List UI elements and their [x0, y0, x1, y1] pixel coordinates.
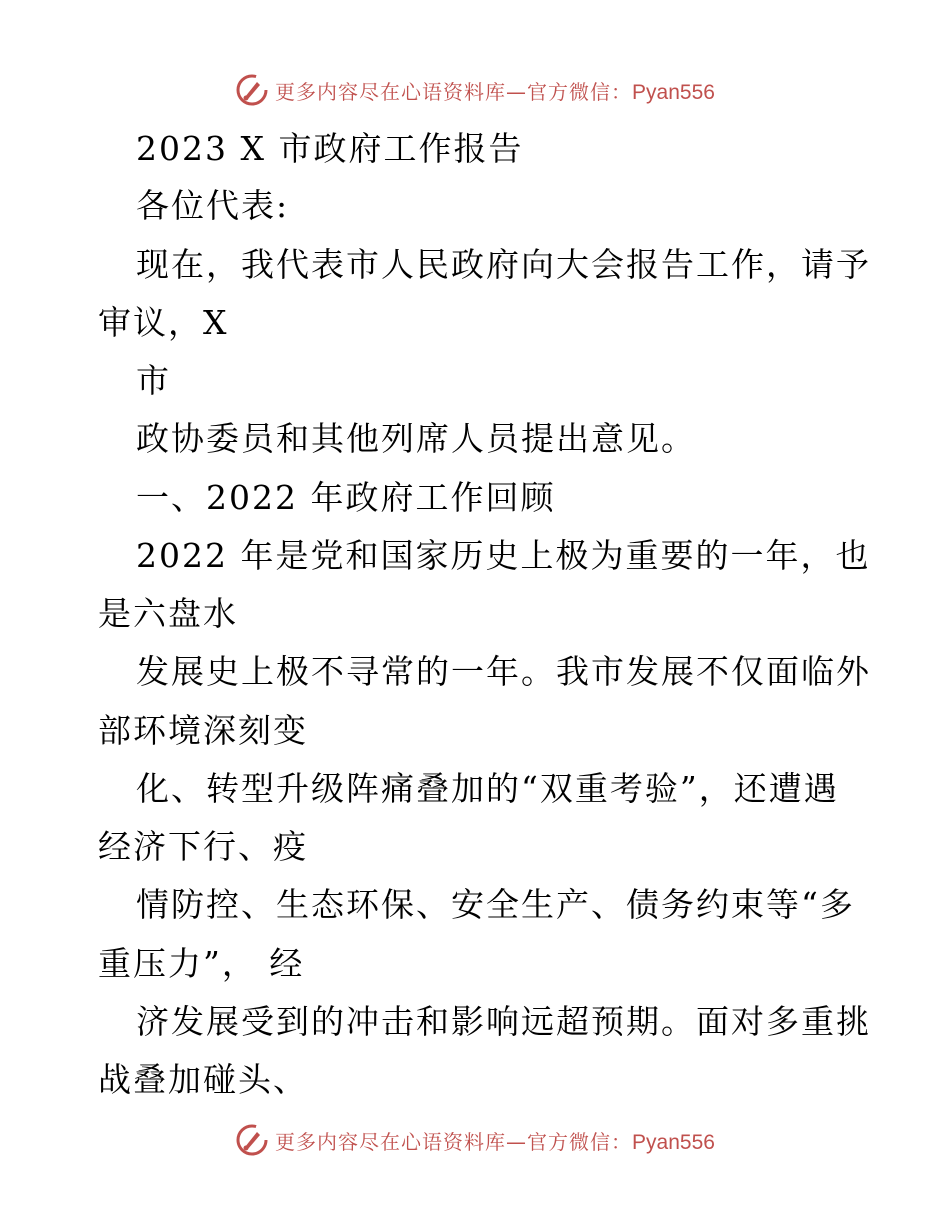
paragraph-line: 战叠加碰头、 — [98, 1060, 308, 1099]
watermark-text: 更多内容尽在心语资料库—官方微信：Pyan556 — [275, 1129, 715, 1154]
paragraph-line: 市 — [136, 361, 171, 400]
paragraph-line: 审议，X — [98, 303, 229, 342]
paragraph-line: 政协委员和其他列席人员提出意见。 — [136, 419, 696, 458]
header-watermark — [0, 70, 950, 110]
paragraph-line: 重压力”， 经 — [98, 944, 305, 983]
paragraph-line: 发展史上极不寻常的一年。我市发展不仅面临外 — [136, 652, 871, 691]
section-heading: 一、2022 年政府工作回顾 — [136, 478, 556, 517]
ink-brush-logo-icon — [235, 73, 269, 107]
paragraph-line: 是六盘水 — [98, 594, 238, 633]
paragraph-line: 2022 年是党和国家历史上极为重要的一年，也 — [136, 536, 871, 575]
footer-watermark — [0, 1120, 950, 1160]
paragraph-line: 经济下行、疫 — [98, 827, 308, 866]
paragraph-line: 情防控、生态环保、安全生产、债务约束等“多 — [136, 885, 855, 924]
paragraph-line: 济发展受到的冲击和影响远超预期。面对多重挑 — [136, 1002, 871, 1041]
watermark-text: 更多内容尽在心语资料库—官方微信：Pyan556 — [275, 79, 715, 104]
paragraph-line: 部环境深刻变 — [98, 711, 308, 750]
ink-brush-logo-icon — [235, 1123, 269, 1157]
document-title: 2023 X 市政府工作报告 — [136, 129, 524, 168]
paragraph-line: 化、转型升级阵痛叠加的“双重考验”，还遭遇 — [136, 769, 839, 808]
paragraph-line: 现在，我代表市人民政府向大会报告工作，请予 — [136, 245, 871, 284]
salutation: 各位代表: — [136, 186, 290, 225]
